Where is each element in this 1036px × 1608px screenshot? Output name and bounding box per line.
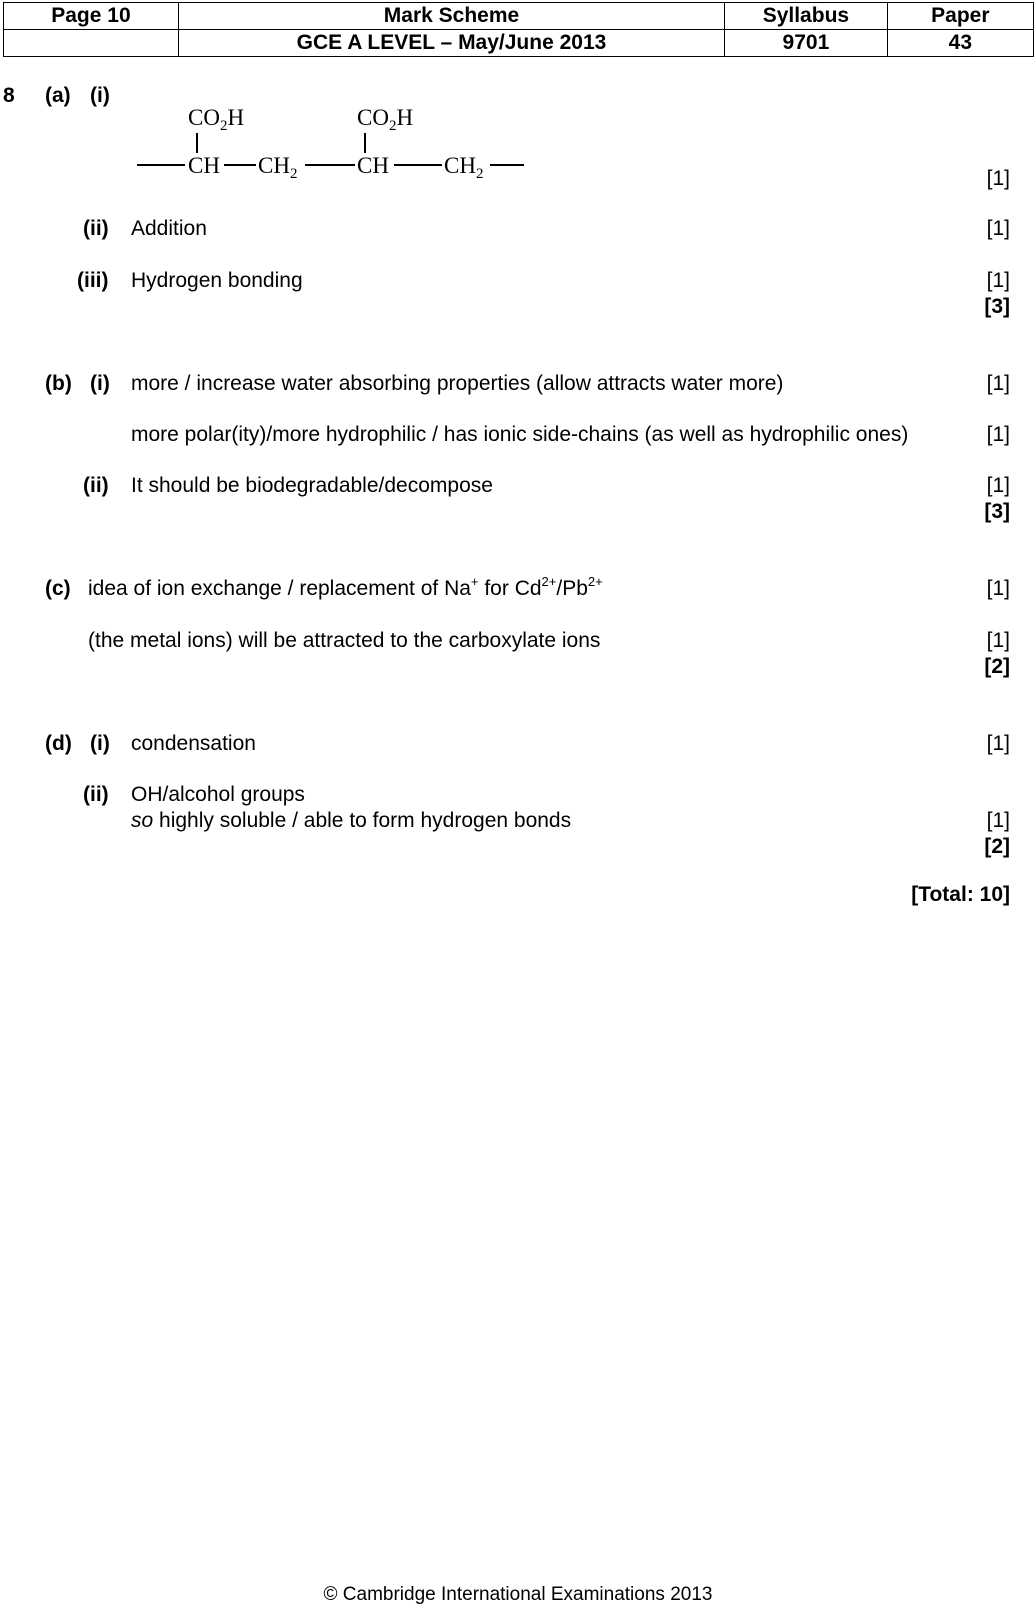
answer-d-ii-line1: OH/alcohol groups — [131, 783, 305, 806]
mark-b-ii: [1] — [986, 474, 1010, 497]
page-label-blank — [4, 30, 179, 57]
bond-3 — [394, 164, 442, 166]
part-c-label: (c) — [45, 577, 71, 600]
syllabus-label: Syllabus — [725, 3, 888, 30]
document-subtitle: GCE A LEVEL – May/June 2013 — [178, 30, 724, 57]
mark-a-ii: [1] — [986, 217, 1010, 240]
total-d: [2] — [984, 835, 1010, 858]
part-b-i-label: (i) — [90, 372, 110, 395]
bond-chain-start — [137, 164, 185, 166]
answer-a-ii: Addition — [131, 217, 207, 240]
answer-d-ii-line2: so highly soluble / able to form hydrogen bonds — [131, 809, 572, 832]
paper-label: Paper — [887, 3, 1033, 30]
part-a-iii-label: (iii) — [77, 269, 109, 292]
part-d-label: (d) — [45, 732, 72, 755]
answer-d-i: condensation — [131, 732, 256, 755]
polymer-structure — [130, 100, 550, 200]
grand-total: [Total: 10] — [911, 883, 1010, 906]
mark-c-2: [1] — [986, 629, 1010, 652]
chain-ch2-1: $CH_2$ — [258, 153, 298, 182]
paper-value: 43 — [887, 30, 1033, 57]
mark-a-iii: [1] — [986, 269, 1010, 292]
right-carboxyl-group: $CO_2H$ — [357, 105, 414, 134]
vertical-bond-right — [364, 133, 366, 153]
answer-b-i-line1: more / increase water absorbing properties (allow attracts water more) — [131, 372, 784, 395]
mark-a-i: [1] — [986, 167, 1010, 190]
page-label: Page 10 — [4, 3, 179, 30]
mark-b-i-2: [1] — [986, 423, 1010, 446]
bond-2 — [305, 164, 355, 166]
answer-b-ii: It should be biodegradable/decompose — [131, 474, 493, 497]
part-b-label: (b) — [45, 372, 72, 395]
mark-d-ii: [1] — [986, 809, 1010, 832]
total-b: [3] — [984, 500, 1010, 523]
chain-ch-1: CH — [188, 153, 220, 178]
question-number: 8 — [3, 84, 15, 107]
bond-1 — [224, 164, 256, 166]
part-a-label: (a) — [45, 84, 71, 107]
total-c: [2] — [984, 655, 1010, 678]
answer-c-line2: (the metal ions) will be attracted to the carboxylate ions — [88, 629, 601, 652]
part-d-ii-label: (ii) — [83, 783, 109, 806]
answer-b-i-line2: more polar(ity)/more hydrophilic / has ionic side-chains (as well as hydrophilic ones) — [131, 423, 909, 446]
mark-d-i: [1] — [986, 732, 1010, 755]
part-a-i-label: (i) — [90, 84, 110, 107]
mark-c-1: [1] — [986, 577, 1010, 600]
header-table — [3, 2, 1034, 57]
part-b-ii-label: (ii) — [83, 474, 109, 497]
part-a-ii-label: (ii) — [83, 217, 109, 240]
document-title: Mark Scheme — [178, 3, 724, 30]
left-carboxyl-group: $CO_2H$ — [188, 105, 245, 134]
answer-a-iii: Hydrogen bonding — [131, 269, 303, 292]
mark-b-i-1: [1] — [986, 372, 1010, 395]
chain-ch2-2: $CH_2$ — [444, 153, 484, 182]
part-d-i-label: (i) — [90, 732, 110, 755]
bond-chain-end — [490, 164, 524, 166]
chain-ch-2: CH — [357, 153, 389, 178]
vertical-bond-left — [196, 133, 198, 153]
copyright-footer: © Cambridge International Examinations 2013 — [323, 1584, 713, 1605]
syllabus-value: 9701 — [725, 30, 888, 57]
answer-c-line1: idea of ion exchange / replacement of Na+ for $Cd^{2+}/Pb^{2+}$ — [88, 574, 603, 600]
total-a: [3] — [984, 295, 1010, 318]
